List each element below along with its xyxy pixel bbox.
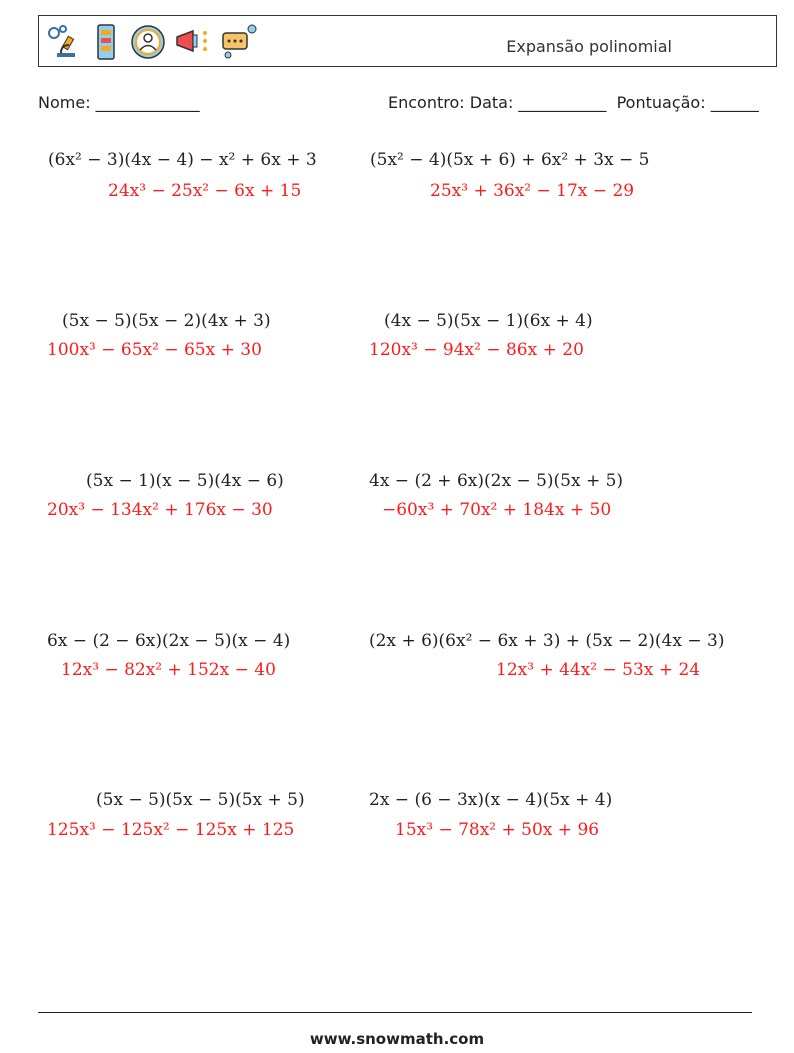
worksheet-title: Expansão polinomial [506, 37, 672, 56]
header-icons [45, 22, 259, 62]
megaphone-icon [173, 23, 213, 61]
name-field: Nome: _____________ [38, 93, 200, 112]
problem-4-question: (4x − 5)(5x − 1)(6x + 4) [384, 311, 593, 331]
problem-1-answer: 24x³ − 25x² − 6x + 15 [108, 181, 302, 201]
problem-3-answer: 100x³ − 65x² − 65x + 30 [47, 340, 262, 360]
meeting-date-score-field: Encontro: Data: ___________ Pontuação: ______ [388, 93, 759, 112]
problem-8-question: (2x + 6)(6x² − 6x + 3) + (5x − 2)(4x − 3) [369, 631, 725, 651]
problem-9-question: (5x − 5)(5x − 5)(5x + 5) [96, 790, 305, 810]
header-box [38, 15, 777, 67]
chat-bubbles-icon [219, 23, 259, 61]
footer-website: www.snowmath.com [309, 1030, 485, 1048]
problem-6-question: 4x − (2 + 6x)(2x − 5)(5x + 5) [369, 471, 624, 491]
gears-microscope-icon [45, 23, 83, 61]
problem-9-answer: 125x³ − 125x² − 125x + 125 [47, 820, 295, 840]
problem-2-answer: 25x³ + 36x² − 17x − 29 [430, 181, 635, 201]
problem-5-question: (5x − 1)(x − 5)(4x − 6) [86, 471, 284, 491]
problem-8-answer: 12x³ + 44x² − 53x + 24 [496, 660, 701, 680]
problem-6-answer: −60x³ + 70x² + 184x + 50 [382, 500, 612, 520]
problem-7-answer: 12x³ − 82x² + 152x − 40 [61, 660, 276, 680]
user-target-icon [129, 23, 167, 61]
phone-list-icon [89, 23, 123, 61]
problem-2-question: (5x² − 4)(5x + 6) + 6x² + 3x − 5 [370, 150, 650, 170]
problem-10-question: 2x − (6 − 3x)(x − 4)(5x + 4) [369, 790, 613, 810]
problem-1-question: (6x² − 3)(4x − 4) − x² + 6x + 3 [48, 150, 317, 170]
problem-3-question: (5x − 5)(5x − 2)(4x + 3) [62, 311, 271, 331]
problem-10-answer: 15x³ − 78x² + 50x + 96 [395, 820, 600, 840]
footer-divider [38, 1012, 752, 1013]
problem-5-answer: 20x³ − 134x² + 176x − 30 [47, 500, 273, 520]
problem-7-question: 6x − (2 − 6x)(2x − 5)(x − 4) [47, 631, 291, 651]
problem-4-answer: 120x³ − 94x² − 86x + 20 [369, 340, 584, 360]
